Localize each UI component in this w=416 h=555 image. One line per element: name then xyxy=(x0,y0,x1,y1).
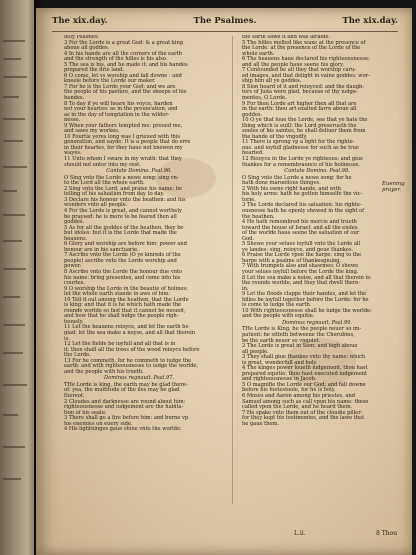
text-line: courtes. xyxy=(64,280,85,287)
text-line: 8 Let the sea make a noise, and all that therein is: xyxy=(242,274,372,281)
text-line: 3 For the Lorde is a great God: & a great king xyxy=(64,39,184,46)
psalm-heading: Cantate Domino. Psal.96. xyxy=(106,168,172,175)
text-line: telling of his saluation from day to day. xyxy=(64,191,165,198)
text-line: in. xyxy=(242,285,249,292)
text-line: ters of Juda were glad, because of thy iudge- xyxy=(242,89,358,96)
text-line: ousnesse hath he openly shewed in the sight of xyxy=(242,207,365,214)
text-line: called vpon the Lorde, and he heard them. xyxy=(242,404,353,411)
text-line: 4 He hath remembred his mercie and trueth xyxy=(242,219,357,226)
psalm-heading: Cantate Domino. Psal.98. xyxy=(284,168,350,175)
text-line: is king: and that it is he which hath made the xyxy=(64,302,182,309)
text-line: before his footestoole, for he is holy. xyxy=(242,387,336,394)
text-line: 5 The hilles melted like waxe at the presence of xyxy=(242,39,366,46)
signature-mark: L.ii. xyxy=(294,530,306,537)
text-line: people) ascribe vnto the Lorde worship and xyxy=(64,257,177,264)
previous-page-fragment xyxy=(0,0,34,555)
text-line: as in the day of temptation in the wilder- xyxy=(64,111,170,118)
text-line: handes. xyxy=(64,95,85,102)
text-line: righteousnesse and iudgement are the habita- xyxy=(64,404,184,411)
text-line: let the whole earth stande in awe of him. xyxy=(64,291,170,298)
text-line: 11 Unto whom I sware in my wrath: that they xyxy=(64,156,182,163)
header-rule xyxy=(52,31,398,32)
text-line: 7 Ascribe vnto the Lorde (O ye kinreds of the xyxy=(64,252,181,259)
text-line: all people. xyxy=(242,348,269,355)
text-line: and the people with equitie. xyxy=(242,313,315,320)
text-line: and sawe my workes. xyxy=(64,128,120,135)
text-line: 6 The heauens haue declared his righteousnesse: xyxy=(242,56,370,63)
text-line: ship him all ye goddes. xyxy=(242,78,302,85)
text-line: not your heartes: as in the prouocation, and xyxy=(64,106,178,113)
text-line: power. xyxy=(64,263,82,270)
text-line: and the people with his trueth. xyxy=(64,368,144,375)
header-title: The Psalmes. xyxy=(193,16,257,26)
text-line: wayes. xyxy=(64,150,82,157)
text-line: of: yea, the multitude of the iles may be glad xyxy=(64,387,180,394)
text-line: O Sing vnto the Lorde a newe song: for he xyxy=(242,174,352,181)
text-line: soules of his saintes, he shall deliuer them from xyxy=(242,128,366,135)
text-line: 9 O worship the Lorde in the beautie of holines: xyxy=(64,285,188,292)
psalm-heading: Dominus regnauit. Psal.99. xyxy=(282,319,352,326)
text-line: ed images, and that delight in vaine goddes: wor- xyxy=(242,72,370,79)
text-line: and the strength of the hilles is his also. xyxy=(64,56,168,63)
text-line: goddes. xyxy=(242,111,263,118)
text-line: 8 To day if ye will heare his voyce, harden xyxy=(64,100,173,107)
text-line: God. xyxy=(242,235,255,242)
text-line: 8 Sion heard of it and reioyced: and the daugh- xyxy=(242,83,365,90)
text-line: 9 Let the floods clappe their handes, and let the xyxy=(242,291,367,298)
text-line: should not enter into my rest. xyxy=(64,161,141,168)
text-line: 11 Let the heauens reioyce, and let the earth be xyxy=(64,324,189,331)
text-line: 4 The kinges power loueth iudgement, thou hast xyxy=(242,365,368,372)
text-line: in their heartes, for they haue not knowen my xyxy=(64,144,183,151)
text-line: honour are in his sanctuarie. xyxy=(64,246,139,253)
text-line: he gaue them. xyxy=(242,420,279,427)
text-line: be praysed: he is more to be feared then all xyxy=(64,213,177,220)
text-line: mentes, O Lorde. xyxy=(242,95,287,102)
text-line: his holy arme: hath he gotten himselfe the vic- xyxy=(242,191,363,198)
text-line: 9 For thou Lorde art higher then all that are xyxy=(242,100,357,107)
psalm-heading: Dominus regnauit. Psal.97. xyxy=(104,375,174,382)
text-line: hath done marueilous thinges. xyxy=(242,180,321,187)
text-line: 7 For he is the Lorde your God: and we are xyxy=(64,83,176,90)
text-line: patient: he sitteth betweene the Cherubins, xyxy=(242,331,355,338)
book-page xyxy=(36,8,412,555)
text-line: THe Lorde is King, be the people neuer so im- xyxy=(242,326,362,333)
right-column xyxy=(242,35,392,505)
text-line: harpe with a psalme of thankesgiuing. xyxy=(242,257,342,264)
text-line: 13 For he commeth, for he commeth to iudge the xyxy=(64,357,192,364)
margin-note: Euening prayer. xyxy=(382,181,405,193)
text-line: Samuel among such as call vpon his name: these xyxy=(242,398,369,405)
text-line: nesse. xyxy=(64,117,81,124)
header-day-right: The xix.day. xyxy=(342,16,398,26)
text-line: whole earth. xyxy=(242,50,275,57)
text-line: 6 Praise the Lorde vpon the harpe: sing to the xyxy=(242,252,362,259)
text-line: hilles be ioyfull together before the Lorde: for he xyxy=(242,296,369,303)
text-line: 10 O ye that loue the Lorde, see that ye hate the xyxy=(242,117,368,124)
text-line: 2 Cloudes and darknesse are round about him: xyxy=(64,398,186,405)
text-line: in the earth: thou art exalted farre aboue all xyxy=(242,106,357,113)
text-line: thing which is euill: the Lord preserueth the xyxy=(242,122,357,129)
text-line: 9 When your fathers tempted me: proued me, xyxy=(64,122,183,129)
text-line: thankes for a remembraunce of his holinesse. xyxy=(242,161,360,168)
text-line: your selues ioyfull before the Lorde the king. xyxy=(242,268,359,275)
text-line: kneele before the Lorde our maker. xyxy=(64,78,156,85)
text-line: goddes. xyxy=(64,219,85,226)
text-line: wonders vnto all people. xyxy=(64,202,128,209)
text-line: earth: and with righteousnesse to iudge the worlde, xyxy=(64,363,199,370)
text-line: 11 There is sprong vp a light for the righte- xyxy=(242,139,355,146)
text-line: 3 They shall giue thankes vnto thy name: which xyxy=(242,354,366,361)
text-line: the people of his pasture, and the sheepe of his xyxy=(64,89,187,96)
text-line: the Lorde: at the presence of the Lorde of the xyxy=(242,45,361,52)
text-line: 6 O come, let vs worship and fall downe : and xyxy=(64,72,182,79)
text-line: rounde worlde so fast that it cannot be moued, xyxy=(64,307,186,314)
text-line: 12 Let the fielde be ioyfull and all that is in xyxy=(64,341,176,348)
running-header xyxy=(52,16,398,30)
text-line: ye landes: sing, reioyce, and geue thankes. xyxy=(242,246,354,253)
text-line: 7 With trumpets also and shawmes: O shewe xyxy=(242,263,359,270)
text-line: holy Psalmes. xyxy=(64,35,100,40)
text-line: his enemies on euery side. xyxy=(64,420,133,427)
text-line: 7 Confounded be all they that worship caru- xyxy=(242,67,356,74)
text-line: 4 In his hande are all the corners of the earth xyxy=(64,50,182,57)
text-line: 3 Declare his honour vnto the heathen: and his xyxy=(64,196,186,203)
text-line: 6 Glory and worship are before him: power and xyxy=(64,241,187,248)
left-column xyxy=(64,35,214,505)
text-line: 8 Ascribe vnto the Lorde the honour due vnto xyxy=(64,268,183,275)
text-line: thereof. xyxy=(64,393,85,399)
text-line: glad: let the sea make a noyse, and all that therein xyxy=(64,329,196,336)
text-line: THe Lorde is king, the earth may be glad there- xyxy=(64,381,188,388)
text-line: the Lorde. xyxy=(64,352,91,359)
text-line: 5 The sea is his, and he made it: and his handes xyxy=(64,61,188,68)
text-line: generation, and sayde: It is a people that do erre xyxy=(64,139,191,146)
text-line: to the Lord all the whole earth. xyxy=(64,180,145,187)
text-line: of the worlde haue seene the saluation of our xyxy=(242,230,360,237)
text-line: tion of his seate. xyxy=(64,409,107,416)
text-line: the earth sawe it and was afraide. xyxy=(242,35,331,40)
column-divider xyxy=(232,36,233,504)
text-line: 3 The Lorde declared his saluation: his righte- xyxy=(242,202,362,209)
text-line: his name: bring presentes, and come into his xyxy=(64,274,181,281)
text-line: and how that he shall iudge the people righ- xyxy=(64,313,179,320)
text-line: is. xyxy=(64,335,70,342)
text-line: and righteousnesse in Jacob. xyxy=(242,376,317,383)
text-line: 10 Tell it out among the heathen, that the Lorde xyxy=(64,296,189,303)
text-line: 7 He spake vnto them out of the cloudie piller: xyxy=(242,409,363,416)
text-line: the hande of the vngodly. xyxy=(242,133,308,140)
text-line: 10 With righteousnesse shall he iudge the worlde: xyxy=(242,307,372,314)
text-line: aboue all goddes. xyxy=(64,45,110,52)
text-line: 2 With his owne right hande, and with xyxy=(242,185,341,192)
text-line: 5 Shewe your selues ioyfull vnto the Lorde all xyxy=(242,241,361,248)
text-line: 4 For the Lorde is great, and cannot worthely xyxy=(64,207,182,214)
text-line: teously. xyxy=(64,318,84,325)
text-line: is come to iudge the earth. xyxy=(242,302,312,309)
text-line: 3 There shall go a fire before him: and burne vp xyxy=(64,415,189,422)
text-line: and all the people haue seene his glory. xyxy=(242,61,344,68)
text-line: prepared the drie land. xyxy=(64,67,125,74)
header-day-left: The xix.day. xyxy=(52,16,108,26)
text-line: it: then shall all the trees of the wood reioyce before xyxy=(64,346,200,353)
text-line: prepared equitie: thou hast executed iudgement xyxy=(242,370,368,377)
text-line: but idoles: but it is the Lorde that made the xyxy=(64,230,177,237)
text-line: 2 Sing vnto the Lord, and praise his name: be xyxy=(64,185,183,192)
text-line: the rounde worlde, and they that dwell there- xyxy=(242,280,360,287)
text-line: torie. xyxy=(242,196,256,203)
text-line: be the earth neuer so vnquiet. xyxy=(242,337,321,344)
text-line: 10 Fourtie yeres long was I grieued with this xyxy=(64,133,181,140)
text-line: 5 As for all the goddes of the heathen, they be xyxy=(64,224,184,231)
text-line: hearted. xyxy=(242,150,264,157)
text-line: for they kept his testimonies, and the lawe that xyxy=(242,415,365,422)
text-line: 6 Moses and Aaron among his priestes, and xyxy=(242,393,356,399)
text-line: the heathen. xyxy=(242,213,275,220)
text-line: 5 O magnifie the Lorde our God: and fall downe xyxy=(242,381,366,388)
text-line: 4 His lightninges gaue shine vnto the worlde: xyxy=(64,426,182,433)
text-line: 2 The Lorde is great in Sion: and high aboue xyxy=(242,343,358,350)
text-line: toward the house of Israel: and all the endes xyxy=(242,224,358,231)
text-line: is great, wonderfull and holy. xyxy=(242,359,318,366)
catchword: 8 Thou xyxy=(376,530,398,537)
text-line: O Sing vnto the Lorde a newe song: sing vn- xyxy=(64,174,179,181)
text-line: ous: and ioyfull gladnesse for such as be true xyxy=(242,144,359,151)
text-line: 12 Reioyce in the Lorde ye righteous: and giue xyxy=(242,156,364,163)
text-line: heauens. xyxy=(64,235,88,242)
